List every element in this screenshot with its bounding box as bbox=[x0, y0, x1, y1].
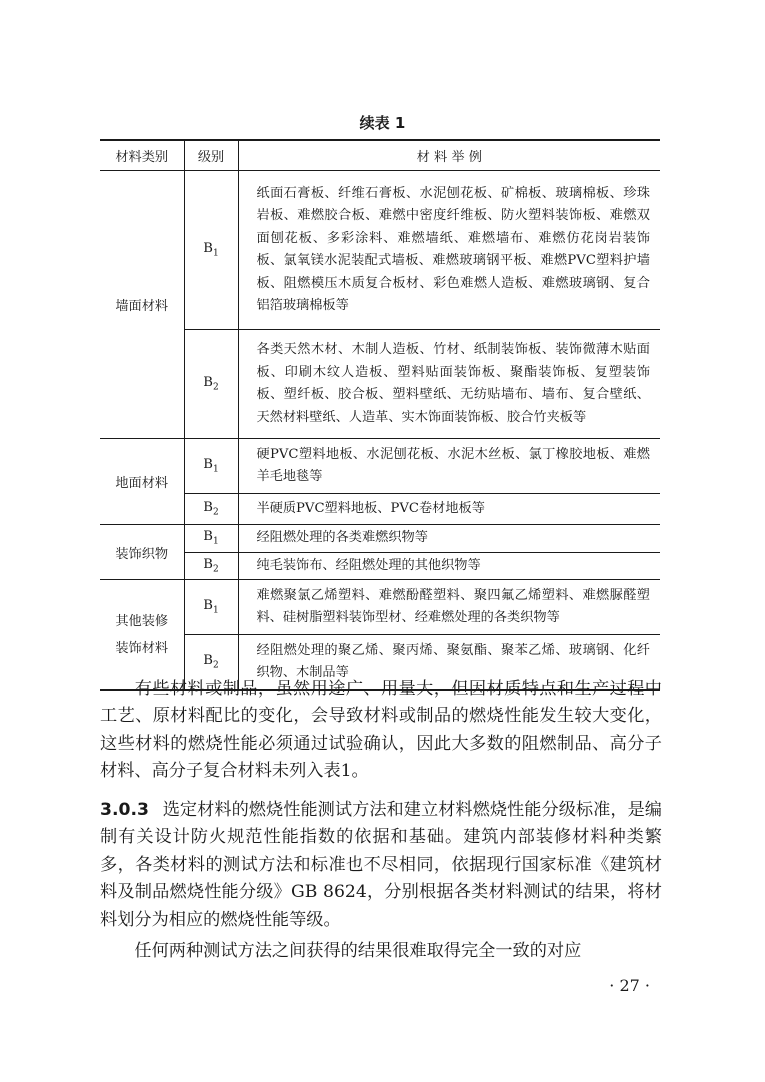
level-cell: $B_2$ bbox=[184, 635, 238, 691]
category-cell: 装饰织物 bbox=[100, 525, 184, 580]
examples-cell: 经阻燃处理的聚乙烯、聚丙烯、聚氨酯、聚苯乙烯、玻璃钢、化纤织物、木制品等 bbox=[238, 635, 660, 691]
level-cell: $B_2$ bbox=[184, 330, 238, 439]
level-cell: $B_2$ bbox=[184, 494, 238, 525]
page-number: · 27 · bbox=[609, 976, 650, 995]
paragraph bbox=[100, 676, 662, 786]
category-cell: 墙面材料 bbox=[100, 171, 184, 439]
table-row bbox=[100, 494, 660, 525]
paragraph-text: 有些材料或制品，虽然用途广、用量大，但因材质特点和生产过程中工艺、原材料配比的变化，会导致材料或制品的燃烧性能发生较大变化，这些材料的燃烧性能必须通过试验确认，因此大多数的阻燃制品、高分子材料、高分子复合材料未列入表1。 bbox=[100, 679, 662, 782]
clause-paragraph bbox=[100, 797, 662, 934]
header-category: 材料类别 bbox=[100, 140, 184, 171]
level-cell: $B_2$ bbox=[184, 552, 238, 580]
level-cell: $B_1$ bbox=[184, 580, 238, 635]
examples-cell: 各类天然木材、木制人造板、竹材、纸制装饰板、装饰微薄木贴面板、印刷木纹人造板、塑料贴面装饰板、聚酯装饰板、复塑装饰板、塑纤板、胶合板、塑料壁纸、无纺贴墙布、墙布、复合壁纸、天然材料壁纸、人造革、实木饰面装饰板、胶合竹夹板等 bbox=[238, 330, 660, 439]
table-row bbox=[100, 171, 660, 330]
examples-cell: 硬PVC塑料地板、水泥刨花板、水泥木丝板、氯丁橡胶地板、难燃羊毛地毯等 bbox=[238, 439, 660, 494]
table-title: 续表 1 bbox=[359, 114, 406, 132]
paragraph bbox=[100, 938, 662, 965]
header-level: 级别 bbox=[184, 140, 238, 171]
examples-cell: 难燃聚氯乙烯塑料、难燃酚醛塑料、聚四氟乙烯塑料、难燃脲醛塑料、硅树脂塑料装饰型材、经难燃处理的各类织物等 bbox=[238, 580, 660, 635]
examples-cell: 半硬质PVC塑料地板、PVC卷材地板等 bbox=[238, 494, 660, 525]
materials-table bbox=[100, 139, 660, 691]
category-cell: 其他装修 装饰材料 bbox=[100, 580, 184, 691]
paragraph-text: 任何两种测试方法之间获得的结果很难取得完全一致的对应 bbox=[134, 941, 582, 961]
level-cell: $B_1$ bbox=[184, 525, 238, 553]
table-row bbox=[100, 580, 660, 635]
clause-number: 3.0.3 bbox=[100, 800, 149, 820]
table-row bbox=[100, 552, 660, 580]
category-cell: 地面材料 bbox=[100, 439, 184, 525]
level-cell: $B_1$ bbox=[184, 171, 238, 330]
table-header-row bbox=[100, 140, 660, 171]
table-row bbox=[100, 330, 660, 439]
examples-cell: 纯毛装饰布、经阻燃处理的其他织物等 bbox=[238, 552, 660, 580]
table-row bbox=[100, 439, 660, 494]
table-row bbox=[100, 525, 660, 553]
examples-cell: 经阻燃处理的各类难燃织物等 bbox=[238, 525, 660, 553]
paragraph-text: 选定材料的燃烧性能测试方法和建立材料燃烧性能分级标准，是编制有关设计防火规范性能指数的依据和基础。建筑内部装修材料种类繁多，各类材料的测试方法和标准也不尽相同，依据现行国家标准《建筑材料及制品燃烧性能分级》GB 8624，分别根据各类材料测试的结果，将材料划分为相应的燃烧性能等级。 bbox=[100, 800, 662, 930]
level-cell: $B_1$ bbox=[184, 439, 238, 494]
examples-cell: 纸面石膏板、纤维石膏板、水泥刨花板、矿棉板、玻璃棉板、珍珠岩板、难燃胶合板、难燃中密度纤维板、防火塑料装饰板、难燃双面刨花板、多彩涂料、难燃墙纸、难燃墙布、难燃仿花岗岩装饰板、氯氧镁水泥装配式墙板、难燃玻璃钢平板、难燃PVC塑料护墙板、阻燃模压木质复合板材、彩色难燃人造板、难燃玻璃钢、复合铝箔玻璃棉板等 bbox=[238, 171, 660, 330]
header-examples: 材 料 举 例 bbox=[238, 140, 660, 171]
